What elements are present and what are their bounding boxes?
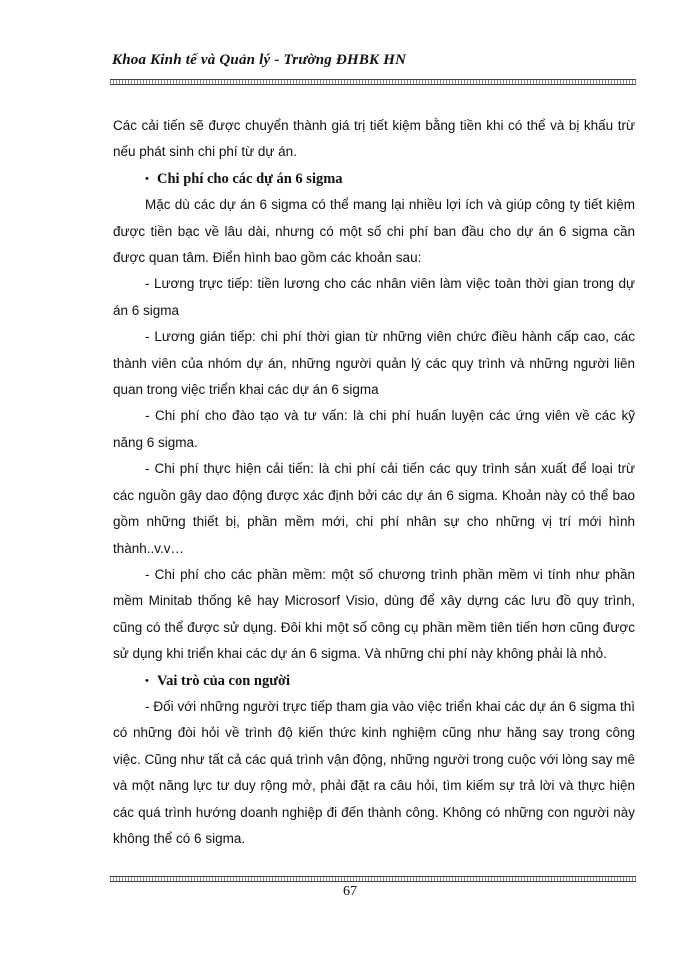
section-heading-label: Chi phí cho các dự án 6 sigma [157, 170, 343, 187]
paragraph: - Lương gián tiếp: chi phí thời gian từ những viên chức điều hành cấp cao, các thành viên của nhóm dự án, những người quản lý các quy trình và những người liên quan trong việc triển khai các dự án 6 sigma [113, 329, 635, 398]
header-divider [110, 79, 636, 85]
paragraph: - Chi phí cho đào tạo và tư vấn: là chi phí huấn luyện các ứng viên về các kỹ năng 6 sigma. [113, 408, 635, 450]
paragraph: - Chi phí thực hiện cải tiến: là chi phí cải tiến các quy trình sản xuất để loại trừ các nguồn gây dao động được xác định bởi các dự án 6 sigma. Khoản này có thể bao gồm những thiết bị, phần mềm mới, chi phí nhân sự cho những vị trí mới hình thành..v.v… [113, 461, 635, 556]
bullet-icon: • [145, 172, 149, 185]
section-heading-label: Vai trò của con người [157, 672, 291, 689]
intro-paragraph: Các cải tiến sẽ được chuyển thành giá trị tiết kiệm bằng tiền khi có thể và bị khấu trừ nếu phát sinh chi phí từ dự án. [113, 118, 635, 160]
header-title: Khoa Kinh tế và Quản lý - Trường ĐHBK HN [112, 52, 407, 68]
document-body [113, 113, 635, 852]
paragraph: Mặc dù các dự án 6 sigma có thể mang lại nhiều lợi ích và giúp công ty tiết kiệm được tiền bạc về lâu dài, nhưng có một số chi phí ban đầu cho dự án 6 sigma cần được quan tâm. Điển hình bao gồm các khoản sau: [113, 197, 635, 266]
paragraph: - Lương trực tiếp: tiền lương cho các nhân viên làm việc toàn thời gian trong dự án 6 sigma [113, 276, 635, 318]
bullet-icon: • [145, 674, 149, 687]
paragraph: - Đối với những người trực tiếp tham gia vào việc triển khai các dự án 6 sigma thì có những đòi hỏi về trình độ kiến thức kinh nghiệm cũng như hăng say trong công việc. Cũng như tất cả các quá trình vận động, những người trong cuộc với lòng say mê và một năng lực tư duy rộng mở, phải đặt ra câu hỏi, tìm kiếm sự trả lời và thực hiện các quá trình hướng doanh nghiệp đi đến thành công. Không có những con người này không thể có 6 sigma. [113, 698, 635, 846]
footer-divider [110, 876, 636, 882]
paragraph: - Chi phí cho các phần mềm: một số chương trình phần mềm vi tính như phần mềm Minitab thống kê hay Microsorf Visio, dùng để xây dựng các lưu đồ quy trình, cũng có thể được sử dụng. Đôi khi một số công cụ phần mềm tiên tiến hơn cũng được sử dụng khi triển khai các dự án 6 sigma. Và những chi phí này không phải là nhỏ. [113, 566, 635, 662]
section-heading-costs [113, 166, 635, 192]
page-number: 67 [343, 884, 357, 899]
section-heading-people [113, 668, 635, 694]
